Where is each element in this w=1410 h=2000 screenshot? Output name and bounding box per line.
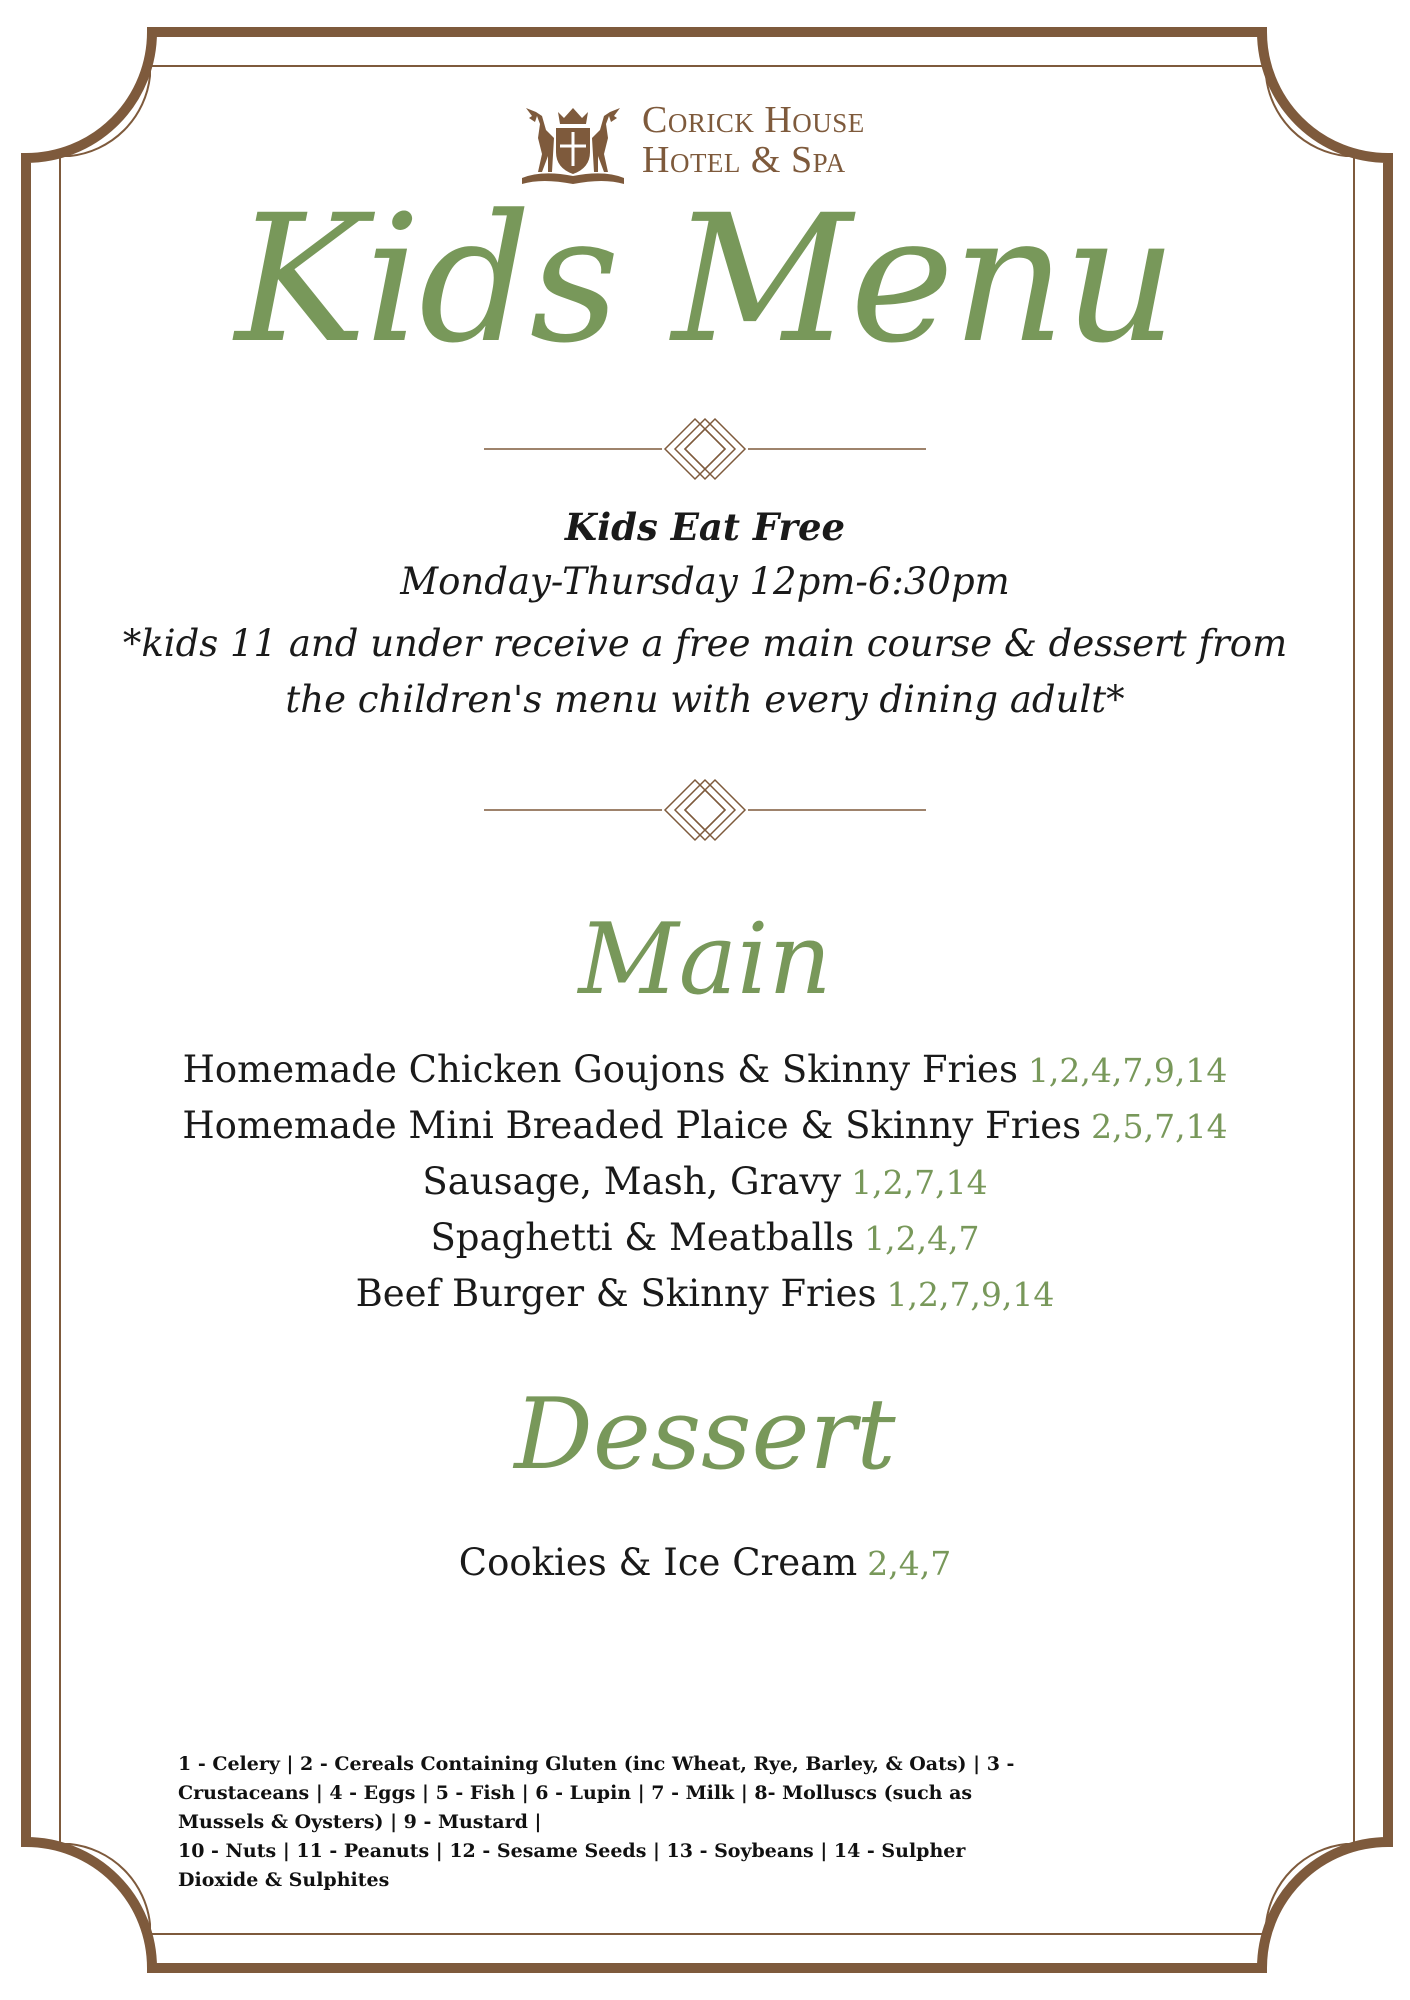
menu-item [0,1042,1410,1098]
allergen-legend-line-1: 1 - Celery | 2 - Cereals Containing Gluten (inc Wheat, Rye, Barley, & Oats) | 3 - Crustaceans | 4 - Eggs | 5 - Fish | 6 - Lupin | 7 - Milk | 8- Molluscs (such as Mussels & Oysters) | 9 - Mustard | [178,1753,1015,1833]
allergen-legend-line-2: 10 - Nuts | 11 - Peanuts | 12 - Sesame Seeds | 13 - Soybeans | 14 - Sulpher Dioxide & Sulphites [178,1840,966,1891]
allergen-legend [178,1750,1038,1895]
menu-item-allergens: 1,2,4,7 [864,1219,980,1258]
menu-item-name: Homemade Chicken Goujons & Skinny Fries [182,1048,1018,1091]
brand-line-2: Hotel & Spa [642,139,846,181]
menu-item-allergens: 1,2,7,14 [851,1163,988,1202]
promo-hours: Monday-Thursday 12pm-6:30pm [400,560,1010,603]
diamond-ornament-icon [484,414,926,484]
menu-item-name: Cookies & Ice Cream [458,1541,858,1584]
menu-item [0,1098,1410,1154]
menu-item [0,1210,1410,1266]
brand-line-1: Corick House [642,99,865,141]
menu-item [0,1266,1410,1322]
menu-item-allergens: 2,4,7 [867,1544,952,1583]
menu-item-name: Homemade Mini Breaded Plaice & Skinny Fries [182,1104,1082,1147]
menu-item [0,1154,1410,1210]
menu-item-name: Spaghetti & Meatballs [430,1216,855,1259]
menu-item [0,1535,1410,1591]
menu-item-allergens: 2,5,7,14 [1091,1107,1228,1146]
diamond-ornament-icon [484,775,926,845]
section-title-dessert: Dessert [514,1378,896,1492]
menu-item-name: Sausage, Mash, Gravy [422,1160,842,1203]
menu-item-allergens: 1,2,4,7,9,14 [1027,1051,1228,1090]
dessert-items-list [0,1535,1410,1591]
menu-title: Kids Menu [235,177,1175,382]
section-title-main: Main [578,903,832,1017]
promo-heading: Kids Eat Free [564,505,846,549]
menu-item-allergens: 1,2,7,9,14 [886,1275,1055,1314]
main-items-list [0,1042,1410,1322]
menu-item-name: Beef Burger & Skinny Fries [355,1272,877,1315]
promo-note: *kids 11 and under receive a free main course & dessert from the children's menu with every dining adult* [122,622,1288,721]
